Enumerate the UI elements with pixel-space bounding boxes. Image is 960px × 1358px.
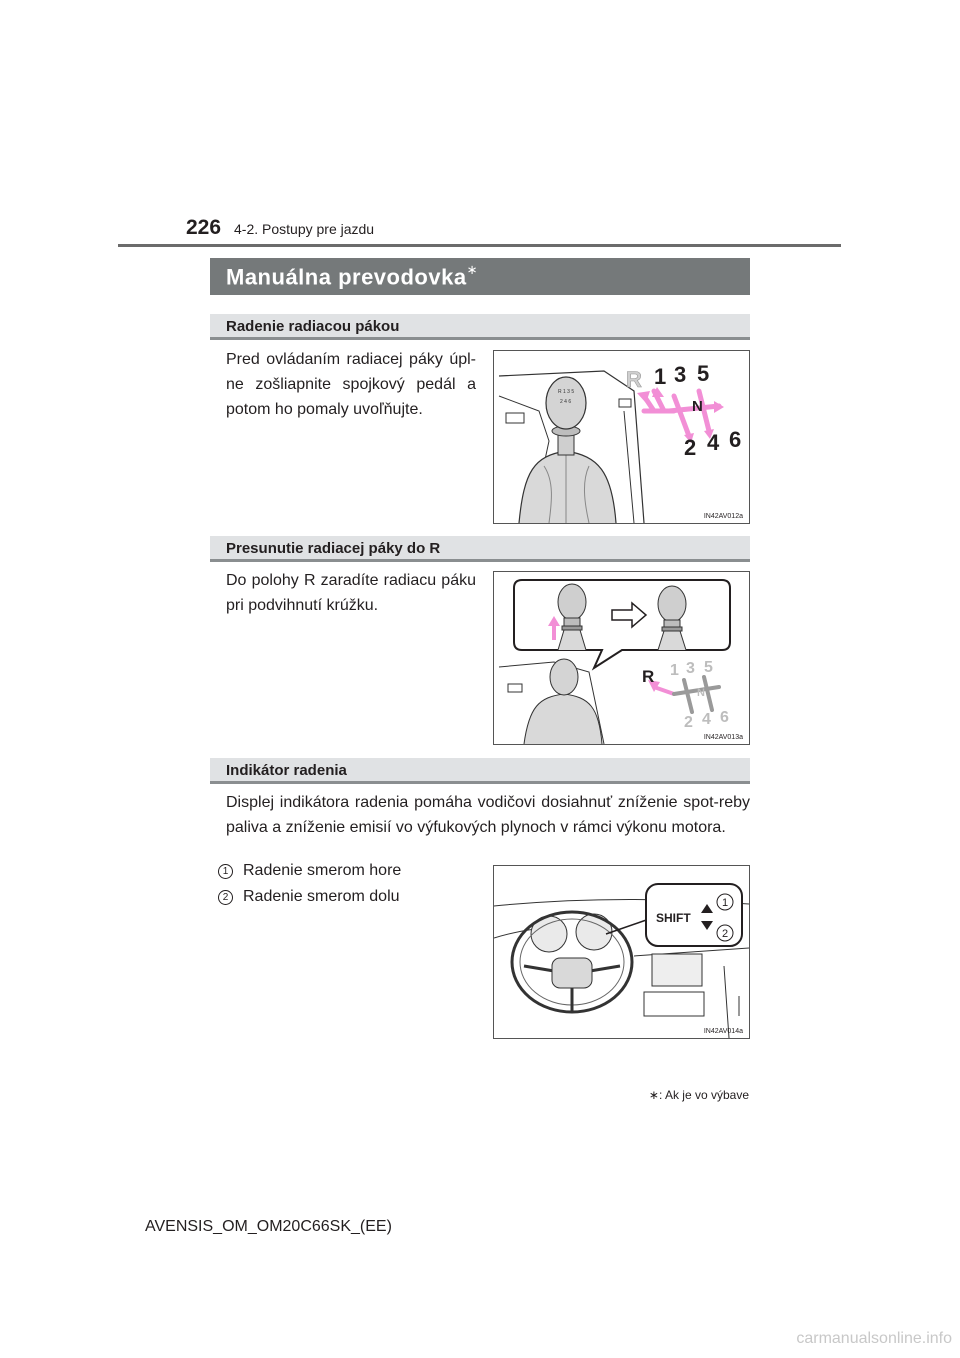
- gear-label-3: 3: [674, 362, 687, 387]
- gear-label-3: 3: [686, 660, 695, 677]
- knob-pattern-top: R 1 3 5: [558, 389, 575, 395]
- item-label: Radenie smerom dolu: [243, 888, 400, 905]
- gear-label-r: R: [642, 667, 655, 686]
- figure-code: IN42AV012a: [703, 513, 743, 520]
- figure-code: IN42AV013a: [703, 734, 743, 741]
- list-item: [218, 862, 401, 880]
- gear-label-r: R: [626, 367, 642, 392]
- knob-pattern-bottom: 2 4 6: [560, 399, 572, 405]
- footnote: [649, 1088, 749, 1102]
- gear-label-1: 1: [654, 364, 667, 389]
- gear-shift-figure: [493, 350, 750, 524]
- gear-label-4: 4: [702, 711, 711, 728]
- gear-label-4: 4: [707, 430, 720, 455]
- watermark: carmanualsonline.info: [796, 1330, 952, 1347]
- section-body: Do polohy R zaradíte radiacu páku pri podvihnutí krúžku.: [226, 572, 476, 614]
- item-number: 1: [218, 864, 233, 879]
- document-id: AVENSIS_OM_OM20C66SK_(EE): [145, 1218, 392, 1235]
- item-label: Radenie smerom hore: [243, 862, 402, 879]
- gear-shift-illustration: [494, 351, 749, 523]
- section-heading: Indikátor radenia: [226, 762, 347, 779]
- gear-label-5: 5: [697, 361, 710, 386]
- section-body: Pred ovládaním radiacej páky úpl-ne zošliapnite spojkový pedál a potom ho pomaly uvoľňujte.: [226, 351, 476, 418]
- shift-label: SHIFT: [656, 911, 691, 925]
- gear-label-5: 5: [704, 659, 713, 676]
- section-heading: Radenie radiacou pákou: [226, 318, 400, 335]
- shift-indicator-illustration: [494, 866, 749, 1038]
- callout-2: 2: [722, 928, 729, 940]
- section-heading: Presunutie radiacej páky do R: [226, 540, 441, 557]
- page-title-text: Manuálna prevodovka: [226, 264, 467, 290]
- item-number: 2: [218, 890, 233, 905]
- section-breadcrumb: 4-2. Postupy pre jazdu: [234, 221, 375, 237]
- footnote-mark: ∗: [648, 1088, 659, 1102]
- gear-label-2: 2: [684, 435, 697, 460]
- figure-code: IN42AV014a: [703, 1028, 743, 1035]
- gear-label-1: 1: [670, 662, 679, 679]
- shift-indicator-figure: [493, 865, 750, 1039]
- reverse-gear-illustration: [494, 572, 749, 744]
- gear-label-6: 6: [720, 709, 729, 726]
- footnote-text: : Ak je vo výbave: [658, 1088, 749, 1102]
- gear-label-6: 6: [729, 427, 742, 452]
- gear-label-n: N: [692, 398, 703, 415]
- callout-1: 1: [722, 897, 729, 909]
- header-rule: [118, 244, 841, 247]
- gear-label-2: 2: [684, 714, 693, 731]
- list-item: [218, 888, 400, 906]
- reverse-gear-figure: [493, 571, 750, 745]
- section-body: Displej indikátora radenia pomáha vodičovi dosiahnuť zníženie spot-reby paliva a zníženie emisií vo výfukových plynoch v rámci výkonu motora.: [226, 794, 750, 836]
- page-number: 226: [186, 216, 222, 239]
- page-title: [226, 264, 478, 290]
- optional-equipment-mark: ∗: [466, 262, 478, 277]
- gear-label-n: N: [697, 687, 705, 699]
